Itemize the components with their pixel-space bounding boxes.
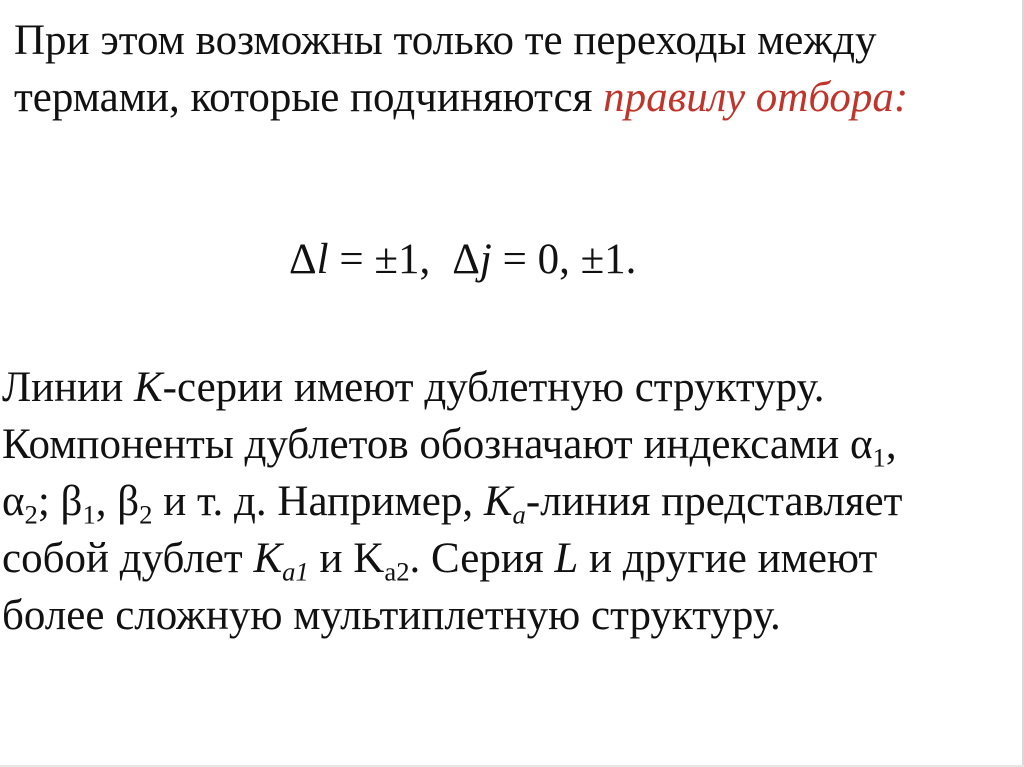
var-j: j: [479, 236, 492, 283]
text-segment: ,: [885, 421, 897, 468]
intro-line-1: При этом возможны только те переходы между: [14, 17, 877, 64]
delta-symbol-j: Δ: [452, 236, 480, 283]
subscript: 1: [82, 499, 96, 530]
text-segment: -серии имеют дублетную структуру.: [162, 364, 825, 411]
subscript: 2: [24, 499, 38, 530]
text-segment: -линия представляет: [525, 478, 903, 525]
para2-line-3: [2, 473, 1012, 530]
text-segment: и т. д. Например,: [152, 478, 484, 525]
var-l: l: [316, 236, 329, 283]
para2-line-5: более сложную мультиплетную структуру.: [2, 592, 781, 639]
delta-symbol-l: Δ: [289, 236, 317, 283]
k-series-symbol: K: [133, 364, 163, 411]
para2-line-2: [2, 416, 1012, 473]
text-segment: α: [2, 478, 25, 525]
subscript: 1: [872, 442, 886, 473]
text-segment: ; β: [37, 478, 83, 525]
intro-line-2-text: термами, которые подчиняются: [14, 74, 604, 121]
selection-rule-intro: [14, 12, 1014, 126]
text-segment: Компоненты дублетов обозначают индексами α: [2, 421, 873, 468]
doublet-structure-paragraph: [2, 359, 1012, 644]
text-segment: собой дублет: [2, 535, 254, 582]
text-segment: . Серия: [409, 535, 555, 582]
selection-rule-formula: [289, 231, 636, 288]
subscript: a2: [384, 556, 410, 587]
subscript: a: [512, 499, 526, 530]
subscript: a1: [282, 556, 309, 587]
k-alpha1-symbol: K: [253, 535, 283, 582]
para2-line-4: [2, 530, 1012, 587]
para2-line-1: [2, 359, 1012, 416]
k-alpha-symbol: K: [483, 478, 513, 525]
intro-line-2: [14, 69, 1014, 126]
delta-j-value: = 0, ±1.: [491, 236, 637, 283]
text-segment: , β: [95, 478, 140, 525]
text-segment: и другие имеют: [578, 535, 878, 582]
subscript: 2: [139, 499, 153, 530]
l-series-symbol: L: [554, 535, 579, 582]
selection-rule-term: правилу отбора:: [603, 74, 909, 121]
text-segment: Линии: [2, 364, 134, 411]
text-segment: и K: [308, 535, 385, 582]
delta-l-value: = ±1,: [328, 236, 431, 283]
